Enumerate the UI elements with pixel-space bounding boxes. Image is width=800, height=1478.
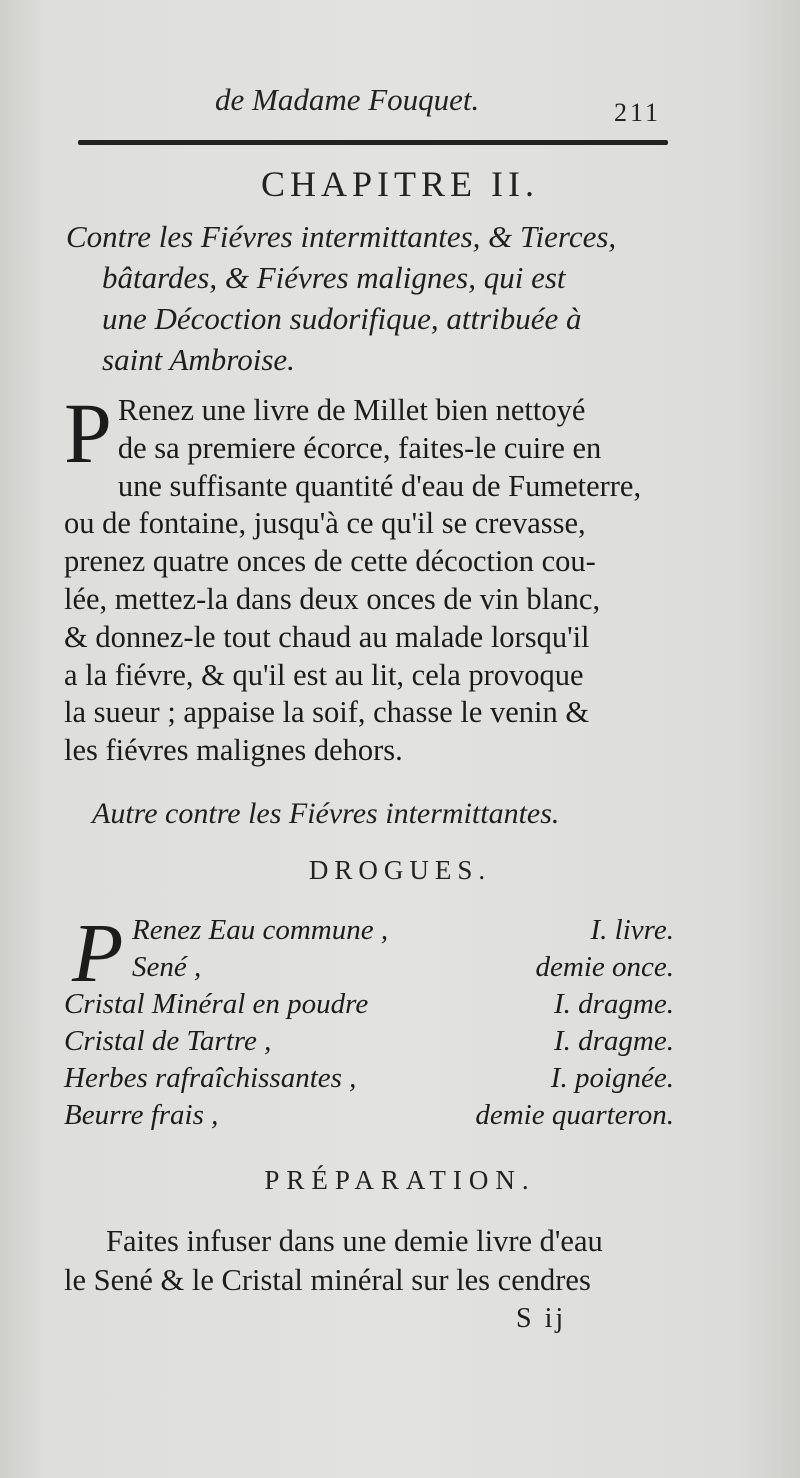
- body-line: a la fiévre, & qu'il est au lit, cela provoque: [64, 657, 584, 692]
- ingredient-name: Renez Eau commune ,: [132, 914, 389, 946]
- ingredient-row: [64, 1023, 674, 1060]
- chapter-subtitle: [66, 216, 676, 380]
- ingredient-qty: I. dragme.: [553, 988, 674, 1020]
- body-line: prenez quatre onces de cette décoction cou-: [64, 544, 596, 579]
- ingredient-qty: I. poignée.: [550, 1062, 674, 1094]
- body-line: la sueur ; appaise la soif, chasse le venin &: [64, 695, 590, 730]
- body-line: & donnez-le tout chaud au malade lorsqu'il: [64, 619, 590, 654]
- ingredient-row: [64, 949, 674, 986]
- ingredients-drop-cap: P: [72, 907, 124, 1000]
- ingredient-name: Beurre frais ,: [64, 1099, 219, 1131]
- subtitle-line: une Décoction sudorifique, attribuée à: [102, 301, 582, 336]
- ingredient-name: Herbes rafraîchissantes ,: [64, 1062, 357, 1094]
- subtitle-line: Contre les Fiévres intermittantes, & Tierces,: [66, 219, 617, 254]
- ingredient-qty: demie quarteron.: [475, 1099, 674, 1131]
- body-line: une suffisante quantité d'eau de Fumeterre,: [117, 468, 642, 503]
- body-line: de sa premiere écorce, faites-le cuire en: [117, 430, 602, 465]
- ingredient-qty: I. dragme.: [553, 1025, 674, 1057]
- preparation-line: Faites infuser dans une demie livre d'eau: [106, 1224, 603, 1258]
- ingredient-row: [64, 986, 674, 1023]
- preparation-paragraph: [64, 1222, 684, 1300]
- ingredients-list: [64, 907, 674, 1134]
- drop-cap: P: [64, 385, 112, 481]
- body-line: ou de fontaine, jusqu'à ce qu'il se crevasse,: [64, 506, 586, 541]
- subtitle-line: saint Ambroise.: [102, 342, 295, 377]
- body-line: lée, mettez-la dans deux onces de vin blanc,: [64, 581, 601, 616]
- ingredient-name: Cristal de Tartre ,: [64, 1025, 272, 1057]
- remedy-title: Autre contre les Fiévres intermittantes.: [92, 797, 560, 830]
- drogues-heading: DROGUES.: [308, 855, 492, 885]
- signature-mark: S ij: [516, 1303, 567, 1334]
- page-number: 211: [614, 98, 662, 127]
- ingredient-qty: demie once.: [535, 951, 674, 983]
- chapter-title: CHAPITRE II.: [261, 164, 539, 204]
- ingredient-qty: I. livre.: [590, 914, 674, 946]
- ingredient-name: Sené ,: [132, 951, 202, 983]
- body-paragraph: [64, 385, 680, 770]
- running-head: de Madame Fouquet.: [215, 82, 480, 117]
- body-line: Renez une livre de Millet bien nettoyé: [117, 393, 586, 427]
- body-line: les fiévres malignes dehors.: [64, 733, 403, 768]
- ingredient-row: [64, 912, 674, 949]
- ingredient-row: [64, 1097, 674, 1134]
- header-rule: [78, 140, 668, 145]
- ingredient-row: [64, 1060, 674, 1097]
- preparation-heading: PRÉPARATION.: [264, 1165, 536, 1195]
- ingredient-name: Cristal Minéral en poudre: [64, 988, 369, 1020]
- subtitle-line: bâtardes, & Fiévres malignes, qui est: [102, 260, 566, 295]
- preparation-line: le Sené & le Cristal minéral sur les cendres: [64, 1263, 591, 1297]
